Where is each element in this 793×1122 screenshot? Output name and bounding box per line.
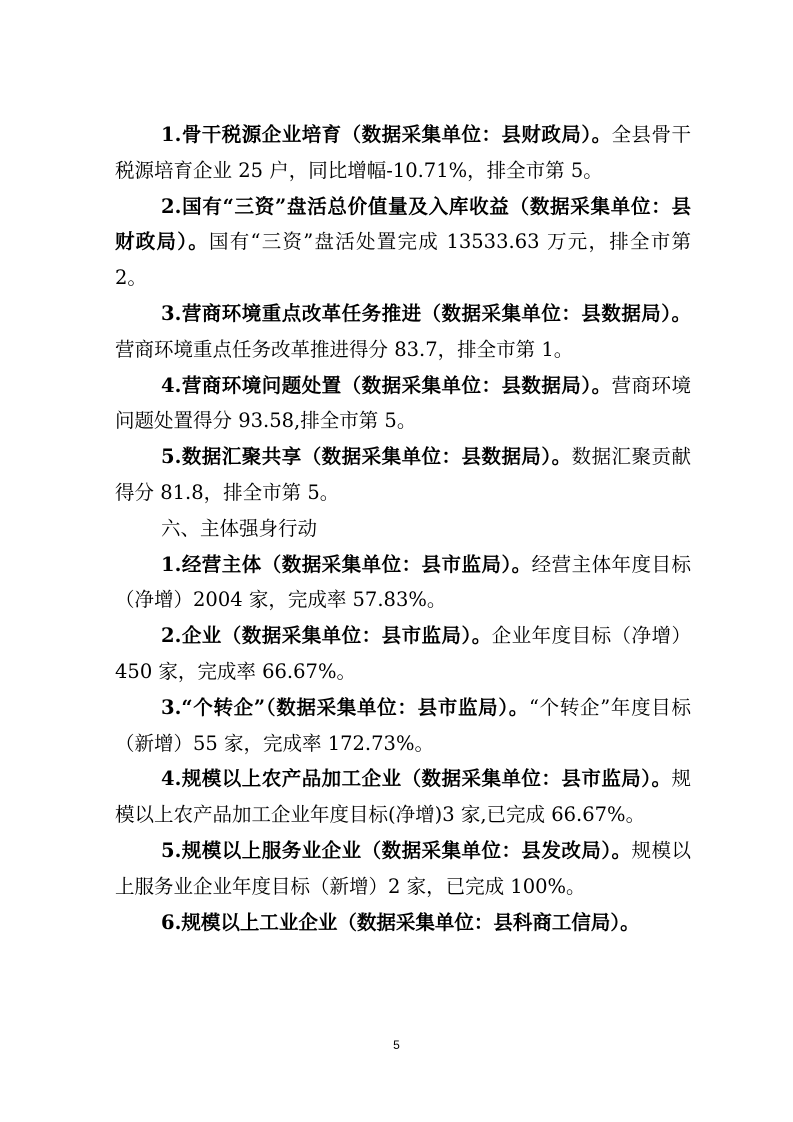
item-heading: 5.数据汇聚共享（数据采集单位：县数据局）。 bbox=[161, 445, 572, 469]
paragraph-subject-1 bbox=[115, 547, 691, 619]
item-heading: 6.规模以上工业企业（数据采集单位：县科商工信局）。 bbox=[161, 910, 640, 934]
paragraph-subject-5 bbox=[115, 833, 691, 905]
paragraph-subject-6 bbox=[115, 905, 691, 941]
paragraph-item-2 bbox=[115, 189, 691, 296]
item-text: 营商环境重点任务改革推进得分 83.7，排全市第 1。 bbox=[115, 337, 574, 361]
item-heading: 5.规模以上服务业企业（数据采集单位：县发改局）。 bbox=[161, 838, 632, 862]
item-heading: 3.“个转企”（数据采集单位：县市监局）。 bbox=[161, 695, 529, 719]
document-body bbox=[115, 117, 691, 940]
paragraph-item-5 bbox=[115, 439, 691, 511]
item-text: 经营主体年度目标（净增）2004 家，完成率 57.83%。 bbox=[115, 552, 691, 612]
item-text: 数据汇聚贡献得分 81.8，排全市第 5。 bbox=[115, 445, 691, 504]
item-heading: 2.国有“三资”盘活总价值量及入库收益（数据采集单位：县财政局）。 bbox=[115, 194, 691, 254]
item-heading: 2.企业（数据采集单位：县市监局）。 bbox=[161, 624, 492, 648]
item-heading: 3.营商环境重点改革任务推进（数据采集单位：县数据局）。 bbox=[161, 301, 691, 325]
item-text: 企业年度目标（净增）450 家，完成率 66.67%。 bbox=[115, 624, 691, 683]
paragraph-subject-2 bbox=[115, 618, 691, 690]
item-text: 全县骨干税源培育企业 25 户，同比增幅-10.71%，排全市第 5。 bbox=[115, 123, 691, 182]
paragraph-item-1 bbox=[115, 117, 691, 189]
item-text: 规模以上服务业企业年度目标（新增）2 家，已完成 100%。 bbox=[115, 838, 691, 898]
item-text: 营商环境问题处置得分 93.58,排全市第 5。 bbox=[115, 373, 691, 433]
item-heading: 4.营商环境问题处置（数据采集单位：县数据局）。 bbox=[161, 373, 612, 397]
item-heading: 4.规模以上农产品加工企业（数据采集单位：县市监局）。 bbox=[161, 767, 672, 791]
page-number: 5 bbox=[393, 1038, 400, 1052]
section-title: 六、主体强身行动 bbox=[161, 516, 318, 540]
item-text: 国有“三资”盘活处置完成 13533.63 万元，排全市第 2。 bbox=[115, 230, 691, 290]
item-text: “个转企”年度目标（新增）55 家，完成率 172.73%。 bbox=[115, 695, 691, 755]
item-heading: 1.骨干税源企业培育（数据采集单位：县财政局）。 bbox=[161, 123, 612, 146]
item-text: 规模以上农产品加工企业年度目标(净增)3 家,已完成 66.67%。 bbox=[115, 767, 691, 827]
paragraph-item-4 bbox=[115, 368, 691, 440]
paragraph-item-3 bbox=[115, 296, 691, 368]
item-heading: 1.经营主体（数据采集单位：县市监局）。 bbox=[161, 552, 532, 576]
paragraph-subject-3 bbox=[115, 690, 691, 762]
paragraph-subject-4 bbox=[115, 761, 691, 833]
